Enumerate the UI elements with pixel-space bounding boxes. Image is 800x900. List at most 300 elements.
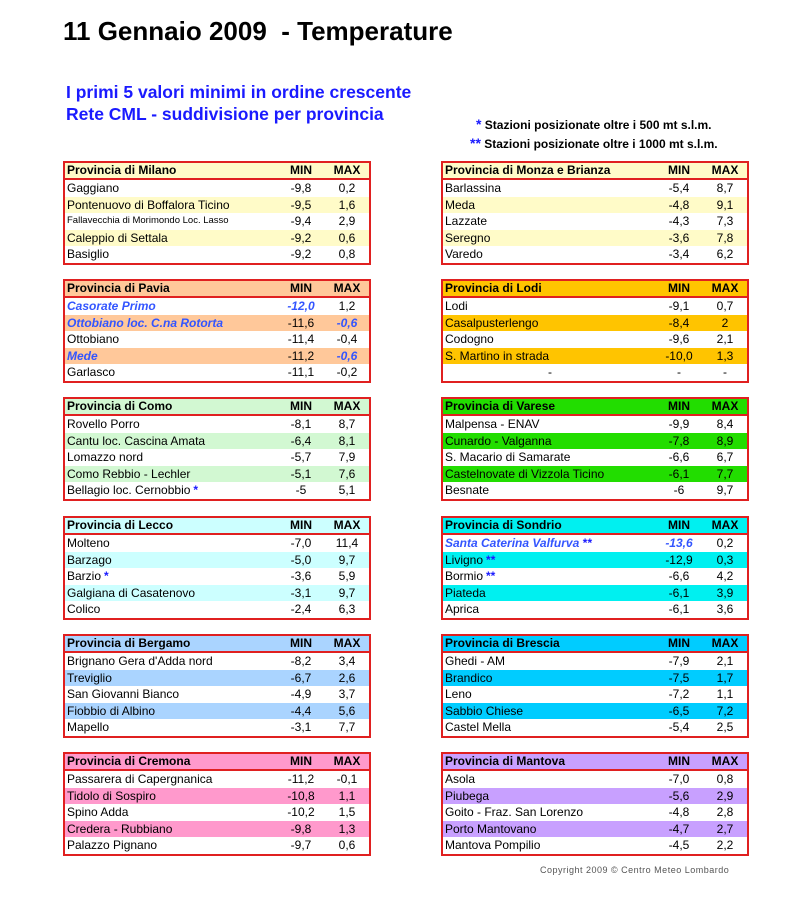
station-name-text: S. Martino in strada	[445, 348, 550, 363]
station-name-text: Asola	[445, 772, 476, 786]
station-name	[65, 653, 277, 670]
min-value: -4,3	[668, 214, 690, 229]
station-name-text: Tidolo di Sospiro	[67, 788, 156, 803]
station-name	[65, 804, 277, 821]
max-value: 7,3	[716, 214, 734, 229]
province-name: Provincia di Lecco	[67, 518, 174, 532]
table-row	[65, 804, 369, 821]
station-name	[443, 601, 655, 618]
station-name	[65, 298, 277, 315]
subtitle-ranking: I primi 5 valori minimi in ordine crescente	[66, 82, 412, 102]
table-row	[65, 788, 369, 805]
table-row	[65, 331, 369, 348]
station-name	[443, 331, 655, 348]
min-value: -9,1	[668, 299, 690, 313]
station-name	[443, 213, 655, 230]
min-value: -9,2	[290, 230, 312, 245]
province-name: Provincia di Varese	[445, 399, 556, 413]
min-value: -8,4	[668, 315, 690, 330]
max-value: 2,8	[716, 805, 734, 820]
station-name	[65, 315, 277, 332]
max-value: 2,1	[716, 654, 734, 668]
min-value: -9,8	[290, 821, 312, 836]
table-row	[65, 246, 369, 263]
max-value: 2,5	[716, 720, 734, 735]
table-header	[443, 399, 747, 416]
max-column-header: MAX	[333, 399, 361, 413]
table-varese	[441, 397, 749, 501]
table-row	[443, 348, 747, 365]
subtitle-network: Rete CML - suddivisione per provincia	[66, 104, 384, 124]
max-value: -0,6	[336, 315, 358, 330]
max-value: 1,6	[338, 197, 356, 212]
province-name: Provincia di Lodi	[445, 281, 542, 295]
copyright-footer: Copyright 2009 © Centro Meteo Lombardo	[540, 865, 730, 875]
station-name	[65, 197, 277, 214]
station-name-text: Piubega	[445, 788, 490, 803]
station-name-text: Galgiana di Casatenovo	[67, 585, 196, 600]
max-value: 0,7	[716, 299, 734, 313]
station-name-text: Ottobiano	[67, 332, 120, 347]
province-name: Provincia di Sondrio	[445, 518, 562, 532]
max-value: 6,3	[338, 602, 356, 617]
min-value: -4,8	[668, 197, 690, 212]
min-value: -5,4	[668, 181, 690, 195]
station-name-text: Bormio	[445, 569, 484, 584]
max-value: 8,1	[338, 433, 356, 448]
altitude-marker: *	[104, 569, 109, 584]
station-name-text: Ghedi - AM	[445, 654, 506, 668]
min-value: -4,7	[668, 821, 690, 836]
table-header	[65, 518, 369, 535]
table-header	[65, 636, 369, 653]
station-name-text: Castel Mella	[445, 720, 512, 735]
station-name-text: Spino Adda	[67, 805, 129, 820]
legend-text-1000m: Stazioni posizionate oltre i 1000 mt s.l.m.	[484, 137, 718, 151]
min-value: -4,4	[290, 703, 312, 718]
station-name	[443, 686, 655, 703]
station-name-text: Casorate Primo	[67, 299, 156, 313]
max-column-header: MAX	[333, 281, 361, 295]
table-row	[65, 213, 369, 230]
min-value: -3,1	[290, 585, 312, 600]
station-name-text: Cunardo - Valganna	[445, 433, 552, 448]
station-name-text: Pontenuovo di Boffalora Ticino	[67, 197, 230, 212]
station-name	[443, 433, 655, 450]
station-name	[443, 804, 655, 821]
station-name	[443, 449, 655, 466]
min-value: -5,1	[290, 466, 312, 481]
max-column-header: MAX	[333, 163, 361, 177]
table-header	[65, 163, 369, 180]
table-row	[443, 686, 747, 703]
station-name	[443, 552, 655, 569]
station-name-text: Rovello Porro	[67, 417, 140, 431]
station-name-text: Treviglio	[67, 670, 112, 685]
table-row	[443, 821, 747, 838]
legend-text-500m: Stazioni posizionate oltre i 500 mt s.l.m.	[484, 118, 712, 132]
station-name	[65, 433, 277, 450]
station-name-text: Como Rebbio - Lechler	[67, 466, 191, 481]
table-row	[65, 568, 369, 585]
table-row	[443, 331, 747, 348]
table-row	[65, 535, 369, 552]
legend-star-single: *	[476, 116, 482, 132]
station-name	[65, 348, 277, 365]
max-value: 2,1	[716, 332, 734, 347]
table-lecco	[63, 516, 371, 620]
min-value: -6,6	[668, 569, 690, 584]
table-row	[65, 433, 369, 450]
max-value: 7,8	[716, 230, 734, 245]
max-value: 0,8	[338, 247, 356, 262]
station-name-text: Barzio	[67, 569, 102, 584]
station-name-text: Brignano Gera d'Adda nord	[67, 654, 213, 668]
station-name	[65, 416, 277, 433]
station-name-text: Leno	[445, 687, 472, 702]
table-row	[443, 466, 747, 483]
max-value: 6,7	[716, 450, 734, 465]
station-name	[443, 535, 655, 552]
max-value: 1,5	[338, 805, 356, 820]
min-value: -7,8	[668, 433, 690, 448]
table-row	[443, 703, 747, 720]
station-name-text: Castelnovate di Vizzola Ticino	[445, 466, 605, 481]
min-value: -9,7	[290, 838, 312, 853]
legend-1000m	[470, 135, 718, 151]
table-bergamo	[63, 634, 371, 738]
table-row	[65, 466, 369, 483]
table-row	[443, 213, 747, 230]
min-value: -6,1	[668, 585, 690, 600]
min-value: -6,5	[668, 703, 690, 718]
table-row	[443, 552, 747, 569]
min-value: -6,4	[290, 433, 312, 448]
station-name	[443, 180, 655, 197]
min-value: -10,8	[287, 788, 315, 803]
table-row	[443, 315, 747, 332]
province-name: Provincia di Brescia	[445, 636, 560, 650]
station-name	[443, 315, 655, 332]
max-column-header: MAX	[711, 636, 739, 650]
min-value: -6,1	[668, 602, 690, 617]
max-value: -0,4	[336, 332, 358, 347]
station-name	[443, 653, 655, 670]
station-name	[65, 449, 277, 466]
table-row	[443, 364, 747, 381]
station-name-text: Piateda	[445, 585, 486, 600]
station-name-text: -	[548, 365, 552, 380]
station-name	[65, 686, 277, 703]
station-name-text: Credera - Rubbiano	[67, 821, 173, 836]
min-value: -7,9	[668, 654, 690, 668]
table-header	[65, 399, 369, 416]
station-name	[65, 180, 277, 197]
station-name	[65, 331, 277, 348]
min-column-header: MIN	[668, 754, 690, 768]
min-value: -	[677, 365, 681, 380]
max-value: 2,9	[338, 214, 356, 229]
min-column-header: MIN	[668, 399, 690, 413]
min-value: -2,4	[290, 602, 312, 617]
table-sondrio	[441, 516, 749, 620]
table-row	[65, 298, 369, 315]
max-value: 2,2	[716, 838, 734, 853]
station-name	[65, 821, 277, 838]
station-name	[443, 837, 655, 854]
altitude-marker: *	[193, 483, 199, 498]
min-column-header: MIN	[290, 636, 312, 650]
altitude-marker: **	[486, 552, 496, 567]
max-value: -0,1	[336, 772, 358, 786]
max-value: 7,7	[716, 466, 734, 481]
max-value: 9,7	[716, 483, 734, 498]
min-column-header: MIN	[290, 281, 312, 295]
table-monza	[441, 161, 749, 265]
station-name	[65, 466, 277, 483]
min-column-header: MIN	[290, 399, 312, 413]
min-value: -5,6	[668, 788, 690, 803]
table-row	[65, 449, 369, 466]
station-name-text: Malpensa - ENAV	[445, 417, 540, 431]
table-row	[65, 364, 369, 381]
max-value: 8,4	[716, 417, 734, 431]
station-name	[443, 364, 655, 381]
table-row	[65, 197, 369, 214]
max-column-header: MAX	[333, 636, 361, 650]
max-value: 3,6	[716, 602, 734, 617]
station-name	[443, 466, 655, 483]
table-milano	[63, 161, 371, 265]
table-row	[65, 416, 369, 433]
station-name	[65, 719, 277, 736]
table-row	[443, 771, 747, 788]
min-column-header: MIN	[290, 163, 312, 177]
max-value: 2,7	[716, 821, 734, 836]
station-name-text: Aprica	[445, 602, 480, 617]
station-name	[65, 364, 277, 381]
table-row	[443, 601, 747, 618]
min-value: -8,2	[290, 654, 312, 668]
max-value: 1,2	[338, 299, 356, 313]
legend-star-double: **	[470, 135, 481, 151]
table-row	[443, 197, 747, 214]
table-row	[65, 348, 369, 365]
min-value: -3,6	[290, 569, 312, 584]
table-header	[443, 518, 747, 535]
table-row	[65, 552, 369, 569]
table-row	[443, 416, 747, 433]
station-name	[443, 197, 655, 214]
min-value: -11,2	[287, 772, 315, 786]
min-value: -12,9	[665, 552, 693, 567]
table-row	[65, 719, 369, 736]
max-value: 0,3	[716, 552, 734, 567]
station-name-text: Casalpusterlengo	[445, 315, 539, 330]
table-row	[65, 821, 369, 838]
table-row	[65, 703, 369, 720]
table-row	[65, 482, 369, 499]
min-value: -4,8	[668, 805, 690, 820]
station-name	[65, 246, 277, 263]
max-value: 2,9	[716, 788, 734, 803]
table-mantova	[441, 752, 749, 856]
max-value: 6,2	[716, 247, 734, 262]
max-value: 8,9	[716, 433, 734, 448]
station-name-text: Barlassina	[445, 181, 502, 195]
max-value: -0,6	[336, 348, 358, 363]
station-name	[443, 771, 655, 788]
min-value: -5,7	[290, 450, 312, 465]
max-value: 1,1	[716, 687, 734, 702]
station-name-text: Brandico	[445, 670, 493, 685]
station-name-text: Ottobiano loc. C.na Rotorta	[67, 315, 223, 330]
altitude-marker: **	[486, 569, 496, 584]
min-value: -7,0	[668, 772, 690, 786]
station-name-text: Santa Caterina Valfurva	[445, 536, 580, 550]
station-name	[443, 230, 655, 247]
station-name-text: Fallavecchia di Morimondo Loc. Lasso	[67, 215, 229, 227]
station-name	[65, 568, 277, 585]
max-value: -	[723, 365, 727, 380]
station-name	[65, 552, 277, 569]
min-column-header: MIN	[668, 636, 690, 650]
station-name	[65, 837, 277, 854]
table-header	[443, 163, 747, 180]
station-name	[65, 670, 277, 687]
station-name-text: San Giovanni Bianco	[67, 687, 180, 702]
max-value: 7,2	[716, 703, 734, 718]
table-row	[65, 180, 369, 197]
min-column-header: MIN	[290, 518, 312, 532]
max-value: 9,7	[338, 585, 356, 600]
station-name	[65, 788, 277, 805]
min-value: -9,6	[668, 332, 690, 347]
station-name	[443, 416, 655, 433]
table-pavia	[63, 279, 371, 383]
max-value: 0,2	[338, 181, 356, 195]
min-value: -12,0	[287, 299, 315, 313]
province-name: Provincia di Milano	[67, 163, 177, 177]
station-name	[443, 585, 655, 602]
max-value: 7,7	[338, 720, 356, 735]
max-column-header: MAX	[711, 754, 739, 768]
station-name-text: Lazzate	[445, 214, 488, 229]
table-row	[65, 601, 369, 618]
station-name-text: S. Macario di Samarate	[445, 450, 571, 465]
max-value: 5,6	[338, 703, 356, 718]
station-name-text: Palazzo Pignano	[67, 838, 158, 853]
min-value: -6,7	[290, 670, 312, 685]
station-name-text: Caleppio di Settala	[67, 230, 168, 245]
max-value: 7,9	[338, 450, 356, 465]
table-row	[443, 788, 747, 805]
min-column-header: MIN	[668, 163, 690, 177]
station-name	[443, 482, 655, 499]
table-row	[443, 719, 747, 736]
table-row	[65, 653, 369, 670]
table-row	[443, 585, 747, 602]
station-name	[443, 348, 655, 365]
table-row	[443, 180, 747, 197]
min-value: -8,1	[290, 417, 312, 431]
legend-500m	[476, 116, 712, 132]
max-value: 8,7	[338, 417, 356, 431]
max-value: 7,6	[338, 466, 356, 481]
max-value: 0,2	[716, 536, 734, 550]
station-name-text: Gaggiano	[67, 181, 120, 195]
min-value: -6,1	[668, 466, 690, 481]
station-name-text: Besnate	[445, 483, 490, 498]
max-value: 3,4	[338, 654, 356, 668]
min-value: -13,6	[665, 536, 693, 550]
table-row	[443, 246, 747, 263]
station-name	[65, 703, 277, 720]
table-lodi	[441, 279, 749, 383]
max-value: 1,3	[716, 348, 734, 363]
province-name: Provincia di Como	[67, 399, 173, 413]
table-cremona	[63, 752, 371, 856]
station-name-text: Mede	[67, 348, 98, 363]
min-value: -5	[295, 483, 307, 498]
max-value: 5,1	[338, 483, 356, 498]
min-value: -10,0	[665, 348, 693, 363]
min-value: -3,1	[290, 720, 312, 735]
min-value: -5,4	[668, 720, 690, 735]
page-title: 11 Gennaio 2009 - Temperature	[63, 16, 453, 46]
max-column-header: MAX	[711, 399, 739, 413]
min-value: -9,2	[290, 247, 312, 262]
station-name-text: Seregno	[445, 230, 491, 245]
min-value: -11,6	[287, 315, 315, 330]
max-value: 3,9	[716, 585, 734, 600]
max-value: 9,7	[338, 552, 356, 567]
max-column-header: MAX	[711, 163, 739, 177]
max-column-header: MAX	[333, 518, 361, 532]
table-row	[65, 670, 369, 687]
min-value: -9,5	[290, 197, 312, 212]
min-value: -10,2	[287, 805, 315, 820]
min-value: -7,5	[668, 670, 690, 685]
max-value: 0,6	[338, 838, 356, 853]
max-value: 9,1	[716, 197, 734, 212]
min-value: -7,0	[290, 536, 312, 550]
min-value: -11,2	[287, 348, 315, 363]
table-row	[65, 686, 369, 703]
station-name-text: Garlasco	[67, 365, 116, 380]
table-row	[443, 298, 747, 315]
max-value: 1,7	[716, 670, 734, 685]
table-row	[65, 315, 369, 332]
max-column-header: MAX	[711, 518, 739, 532]
province-name: Provincia di Bergamo	[67, 636, 191, 650]
min-value: -9,9	[668, 417, 690, 431]
station-name-text: Livigno	[445, 552, 484, 567]
station-name-text: Colico	[67, 602, 101, 617]
station-name-text: Molteno	[67, 536, 110, 550]
province-name: Provincia di Monza e Brianza	[445, 163, 611, 177]
station-name	[65, 585, 277, 602]
station-name-text: Sabbio Chiese	[445, 703, 524, 718]
max-value: 0,6	[338, 230, 356, 245]
station-name-text: Cantu loc. Cascina Amata	[67, 433, 206, 448]
max-value: 0,8	[716, 772, 734, 786]
table-row	[443, 804, 747, 821]
max-value: 1,1	[338, 788, 356, 803]
min-value: -4,5	[668, 838, 690, 853]
min-value: -4,9	[290, 687, 312, 702]
max-value: 1,3	[338, 821, 356, 836]
